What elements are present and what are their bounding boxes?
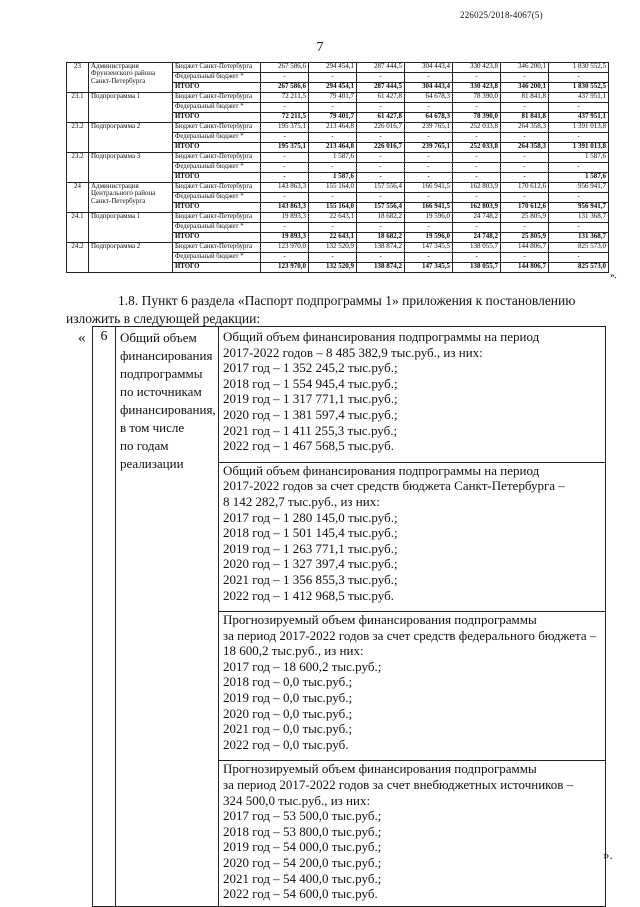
passport-item-number: 6: [93, 327, 116, 907]
year-value: 78 390,0: [453, 113, 501, 123]
year-value: 166 941,5: [405, 203, 453, 213]
year-value: 195 375,1: [261, 143, 309, 153]
year-value: 24 748,2: [453, 213, 501, 223]
year-value: -: [357, 193, 405, 203]
year-value: -: [405, 253, 453, 263]
table-row: [67, 183, 609, 193]
row-number: 24: [67, 183, 89, 213]
year-value: 25 805,9: [501, 233, 549, 243]
funding-source: Бюджет Санкт-Петербурга: [173, 213, 261, 223]
year-amount-line: 2022 год – 0,0 тыс.руб.: [223, 736, 349, 752]
year-value: -: [357, 73, 405, 83]
row-name: Подпрограмма 2: [89, 243, 173, 273]
year-value: -: [453, 173, 501, 183]
year-value: 22 643,1: [309, 213, 357, 223]
year-value: 213 464,8: [309, 143, 357, 153]
year-amount-line: 2021 год – 1 356 855,3 тыс.руб.;: [223, 571, 398, 587]
year-value: -: [357, 133, 405, 143]
table-row: [67, 243, 609, 253]
total-value: 131 368,7: [549, 213, 609, 223]
year-value: 267 586,6: [261, 63, 309, 73]
amendment-paragraph: [66, 292, 611, 328]
year-value: -: [405, 173, 453, 183]
year-amount-line: 2019 год – 1 263 771,1 тыс.руб.;: [223, 540, 398, 556]
block-heading-line: Общий объем финансирования подпрограммы на период: [223, 462, 540, 478]
year-value: -: [501, 73, 549, 83]
year-amount-line: 2017 год – 1 352 245,2 тыс.руб.;: [223, 360, 398, 376]
year-amount-line: 2022 год – 54 600,0 тыс.руб.: [223, 886, 378, 902]
year-value: -: [261, 193, 309, 203]
funding-source: ИТОГО: [173, 143, 261, 153]
block-heading-line: 2017-2022 годов – 8 485 382,9 тыс.руб., из них:: [223, 344, 483, 360]
year-amount-line: 2021 год – 0,0 тыс.руб.;: [223, 721, 353, 737]
year-value: -: [501, 223, 549, 233]
year-value: -: [261, 153, 309, 163]
year-value: 144 806,7: [501, 263, 549, 273]
year-value: 264 358,3: [501, 143, 549, 153]
total-value: -: [549, 223, 609, 233]
financing-block: [219, 463, 605, 612]
label-line: финансирования: [120, 348, 213, 363]
label-line: финансирования,: [120, 402, 216, 417]
block-heading-line: 8 142 282,7 тыс.руб., из них:: [223, 493, 380, 509]
year-value: -: [405, 163, 453, 173]
year-value: 61 427,8: [357, 93, 405, 103]
year-value: -: [453, 223, 501, 233]
year-amount-line: 2017 год – 1 280 145,0 тыс.руб.;: [223, 509, 398, 525]
block-heading-line: Общий объем финансирования подпрограммы на период: [223, 329, 540, 344]
financing-block: [219, 761, 605, 903]
passport-table: [92, 326, 606, 907]
funding-source: Федеральный бюджет *: [173, 133, 261, 143]
total-value: 1 587,6: [549, 153, 609, 163]
year-value: 81 841,8: [501, 113, 549, 123]
year-amount-line: 2021 год – 54 400,0 тыс.руб.;: [223, 870, 382, 886]
table-row: [67, 213, 609, 223]
total-value: 1 391 013,8: [549, 143, 609, 153]
table-closing-quote: ».: [610, 270, 617, 280]
funding-source: ИТОГО: [173, 263, 261, 273]
funding-source: ИТОГО: [173, 113, 261, 123]
row-name: Подпрограмма 1: [89, 93, 173, 123]
year-value: -: [501, 163, 549, 173]
year-value: -: [357, 153, 405, 163]
year-value: -: [261, 173, 309, 183]
year-value: 170 612,6: [501, 183, 549, 193]
year-value: -: [453, 153, 501, 163]
year-value: -: [261, 133, 309, 143]
row-number: 23: [67, 63, 89, 93]
block-heading-line: 324 500,0 тыс.руб., из них:: [223, 792, 371, 808]
year-value: 226 016,7: [357, 143, 405, 153]
financing-block: [219, 612, 605, 761]
year-value: 79 401,7: [309, 113, 357, 123]
total-value: 1 391 013,8: [549, 123, 609, 133]
funding-source: ИТОГО: [173, 173, 261, 183]
year-value: 143 863,3: [261, 183, 309, 193]
year-value: -: [453, 73, 501, 83]
funding-source: ИТОГО: [173, 203, 261, 213]
row-name: Администрация Фрунзенского района Санкт-Петербурга: [89, 63, 173, 93]
year-value: 195 375,1: [261, 123, 309, 133]
financing-block: [219, 329, 605, 463]
year-amount-line: 2020 год – 1 381 597,4 тыс.руб.;: [223, 406, 398, 422]
label-line: по источникам: [120, 384, 202, 399]
passport-close-quote: ».: [603, 847, 613, 862]
year-value: -: [453, 193, 501, 203]
funding-source: Бюджет Санкт-Петербурга: [173, 63, 261, 73]
year-amount-line: 2017 год – 18 600,2 тыс.руб.;: [223, 658, 382, 674]
year-value: 239 765,1: [405, 123, 453, 133]
total-value: 437 951,1: [549, 113, 609, 123]
total-value: 825 573,0: [549, 263, 609, 273]
year-value: -: [357, 223, 405, 233]
funding-source: Федеральный бюджет *: [173, 193, 261, 203]
year-amount-line: 2018 год – 1 501 145,4 тыс.руб.;: [223, 525, 398, 541]
year-value: 155 164,0: [309, 183, 357, 193]
year-value: 157 556,4: [357, 183, 405, 193]
year-amount-line: 2017 год – 53 500,0 тыс.руб.;: [223, 808, 382, 824]
year-value: 132 520,9: [309, 263, 357, 273]
total-value: 1 830 552,5: [549, 63, 609, 73]
year-amount-line: 2018 год – 0,0 тыс.руб.;: [223, 674, 353, 690]
funding-source: ИТОГО: [173, 233, 261, 243]
year-value: 81 841,8: [501, 93, 549, 103]
year-value: 144 806,7: [501, 243, 549, 253]
year-value: 64 678,3: [405, 113, 453, 123]
year-value: 239 765,1: [405, 143, 453, 153]
year-value: 143 863,3: [261, 203, 309, 213]
year-value: 304 443,4: [405, 63, 453, 73]
year-amount-line: 2020 год – 1 327 397,4 тыс.руб.;: [223, 556, 398, 572]
year-value: 1 587,6: [309, 153, 357, 163]
passport-open-quote: «: [78, 330, 86, 346]
funding-source: Федеральный бюджет *: [173, 73, 261, 83]
year-value: 252 033,8: [453, 143, 501, 153]
funding-source: Федеральный бюджет *: [173, 253, 261, 263]
year-value: 19 596,0: [405, 213, 453, 223]
year-value: -: [501, 133, 549, 143]
year-value: 79 401,7: [309, 93, 357, 103]
year-value: -: [405, 193, 453, 203]
total-value: -: [549, 133, 609, 143]
year-value: 170 612,6: [501, 203, 549, 213]
year-value: 18 682,2: [357, 233, 405, 243]
year-value: 18 682,2: [357, 213, 405, 223]
year-value: 19 596,0: [405, 233, 453, 243]
total-value: 131 368,7: [549, 233, 609, 243]
table-row: [67, 93, 609, 103]
year-value: 123 970,0: [261, 243, 309, 253]
year-value: 330 423,8: [453, 63, 501, 73]
year-value: -: [309, 163, 357, 173]
total-value: -: [549, 163, 609, 173]
year-value: -: [357, 103, 405, 113]
year-amount-line: 2018 год – 1 554 945,4 тыс.руб.;: [223, 375, 398, 391]
row-number: 23.2: [67, 123, 89, 153]
year-value: 22 643,1: [309, 233, 357, 243]
year-amount-line: 2022 год – 1 412 968,5 тыс.руб.: [223, 587, 394, 603]
year-value: -: [261, 253, 309, 263]
row-number: 24.2: [67, 243, 89, 273]
year-amount-line: 2018 год – 53 800,0 тыс.руб.;: [223, 823, 382, 839]
block-heading-line: Прогнозируемый объем финансирования подпрограммы: [223, 612, 537, 628]
year-value: 294 454,1: [309, 63, 357, 73]
total-value: -: [549, 253, 609, 263]
year-value: 138 055,7: [453, 263, 501, 273]
funding-source: ИТОГО: [173, 83, 261, 93]
year-value: 162 803,9: [453, 183, 501, 193]
funding-source: Федеральный бюджет *: [173, 103, 261, 113]
label-line: в том числе: [120, 420, 185, 435]
row-number: 23.1: [67, 93, 89, 123]
year-value: -: [261, 73, 309, 83]
year-value: -: [501, 193, 549, 203]
year-value: -: [501, 153, 549, 163]
table-row: [67, 123, 609, 133]
table-row: [67, 63, 609, 73]
year-value: 264 358,3: [501, 123, 549, 133]
year-value: 287 444,5: [357, 83, 405, 93]
year-value: 213 464,8: [309, 123, 357, 133]
total-value: 437 951,1: [549, 93, 609, 103]
year-value: -: [453, 103, 501, 113]
document-reference: 226025/2018-4067(5): [460, 10, 543, 20]
year-value: 147 345,5: [405, 243, 453, 253]
year-value: 330 423,8: [453, 83, 501, 93]
year-value: 72 211,5: [261, 113, 309, 123]
year-amount-line: 2019 год – 0,0 тыс.руб.;: [223, 690, 353, 706]
label-line: по годам: [120, 438, 169, 453]
year-amount-line: 2020 год – 54 200,0 тыс.руб.;: [223, 855, 382, 870]
year-value: 304 443,4: [405, 83, 453, 93]
label-line: реализации: [120, 456, 184, 471]
year-value: -: [357, 173, 405, 183]
funding-source: Бюджет Санкт-Петербурга: [173, 153, 261, 163]
year-value: -: [357, 253, 405, 263]
block-heading-line: Прогнозируемый объем финансирования подпрограммы: [223, 761, 537, 777]
year-value: -: [501, 173, 549, 183]
year-value: 132 520,9: [309, 243, 357, 253]
funding-source: Бюджет Санкт-Петербурга: [173, 93, 261, 103]
total-value: 956 941,7: [549, 183, 609, 193]
year-value: -: [405, 133, 453, 143]
funding-source: Бюджет Санкт-Петербурга: [173, 243, 261, 253]
passport-item-content: [219, 327, 606, 907]
year-value: -: [453, 133, 501, 143]
year-value: -: [309, 223, 357, 233]
block-heading-line: 2017-2022 годов за счет средств бюджета Санкт-Петербурга –: [223, 478, 565, 494]
block-heading-line: 18 600,2 тыс.руб., из них:: [223, 643, 364, 659]
year-value: 294 454,1: [309, 83, 357, 93]
year-value: -: [309, 133, 357, 143]
total-value: -: [549, 73, 609, 83]
block-heading-line: за период 2017-2022 годов за счет внебюджетных источников –: [223, 777, 574, 793]
year-value: -: [453, 253, 501, 263]
funding-source: Федеральный бюджет *: [173, 223, 261, 233]
year-value: -: [405, 73, 453, 83]
year-amount-line: 2019 год – 1 317 771,1 тыс.руб.;: [223, 391, 398, 407]
year-value: -: [405, 103, 453, 113]
year-value: 25 805,9: [501, 213, 549, 223]
year-value: 166 941,5: [405, 183, 453, 193]
year-value: 138 055,7: [453, 243, 501, 253]
year-value: 123 970,0: [261, 263, 309, 273]
year-value: -: [453, 163, 501, 173]
year-value: -: [357, 163, 405, 173]
year-amount-line: 2021 год – 1 411 255,3 тыс.руб.;: [223, 422, 398, 438]
year-value: -: [261, 163, 309, 173]
year-value: -: [501, 103, 549, 113]
block-heading-line: за период 2017-2022 годов за счет средств федерального бюджета –: [223, 627, 597, 643]
total-value: 1 587,6: [549, 173, 609, 183]
year-value: 61 427,8: [357, 113, 405, 123]
year-value: 19 893,3: [261, 233, 309, 243]
funding-source: Федеральный бюджет *: [173, 163, 261, 173]
year-value: -: [405, 153, 453, 163]
year-value: 252 033,8: [453, 123, 501, 133]
year-value: 24 748,2: [453, 233, 501, 243]
year-value: -: [501, 253, 549, 263]
row-number: 23.2: [67, 153, 89, 183]
page-number: 7: [316, 40, 324, 55]
year-value: -: [261, 103, 309, 113]
passport-item-label: [116, 327, 219, 907]
year-value: 138 874,2: [357, 243, 405, 253]
year-value: -: [309, 103, 357, 113]
funding-source: Бюджет Санкт-Петербурга: [173, 123, 261, 133]
year-value: 287 444,5: [357, 63, 405, 73]
table-row: [67, 153, 609, 163]
year-value: -: [309, 73, 357, 83]
total-value: 825 573,0: [549, 243, 609, 253]
year-value: 155 164,0: [309, 203, 357, 213]
year-value: -: [309, 193, 357, 203]
year-value: 72 211,5: [261, 93, 309, 103]
total-value: 1 830 552,5: [549, 83, 609, 93]
year-value: 226 016,7: [357, 123, 405, 133]
year-value: 157 556,4: [357, 203, 405, 213]
row-name: Подпрограмма 2: [89, 123, 173, 153]
year-value: 346 200,1: [501, 83, 549, 93]
total-value: -: [549, 103, 609, 113]
year-value: 162 803,9: [453, 203, 501, 213]
year-value: 346 200,1: [501, 63, 549, 73]
year-value: 1 587,6: [309, 173, 357, 183]
paragraph-line-2: изложить в следующей редакции:: [66, 311, 261, 326]
row-name: Подпрограмма 3: [89, 153, 173, 183]
year-amount-line: 2020 год – 0,0 тыс.руб.;: [223, 705, 353, 721]
year-value: 138 874,2: [357, 263, 405, 273]
year-amount-line: 2022 год – 1 467 568,5 тыс.руб.: [223, 438, 394, 454]
year-value: 78 390,0: [453, 93, 501, 103]
row-name: Администрация Центрального района Санкт-Петербурга: [89, 183, 173, 213]
year-value: -: [261, 223, 309, 233]
year-value: 19 893,3: [261, 213, 309, 223]
row-name: Подпрограмма 1: [89, 213, 173, 243]
total-value: -: [549, 193, 609, 203]
year-value: 147 345,5: [405, 263, 453, 273]
year-amount-line: 2019 год – 54 000,0 тыс.руб.;: [223, 839, 382, 855]
row-number: 24.1: [67, 213, 89, 243]
total-value: 956 941,7: [549, 203, 609, 213]
year-value: -: [405, 223, 453, 233]
label-line: подпрограммы: [120, 366, 203, 381]
paragraph-line-1: 1.8. Пункт 6 раздела «Паспорт подпрограммы 1» приложения к постановлению: [118, 293, 576, 308]
label-line: Общий объем: [120, 330, 197, 345]
year-value: 64 678,3: [405, 93, 453, 103]
year-value: -: [309, 253, 357, 263]
year-value: 267 586,6: [261, 83, 309, 93]
financing-table: [66, 62, 609, 273]
funding-source: Бюджет Санкт-Петербурга: [173, 183, 261, 193]
